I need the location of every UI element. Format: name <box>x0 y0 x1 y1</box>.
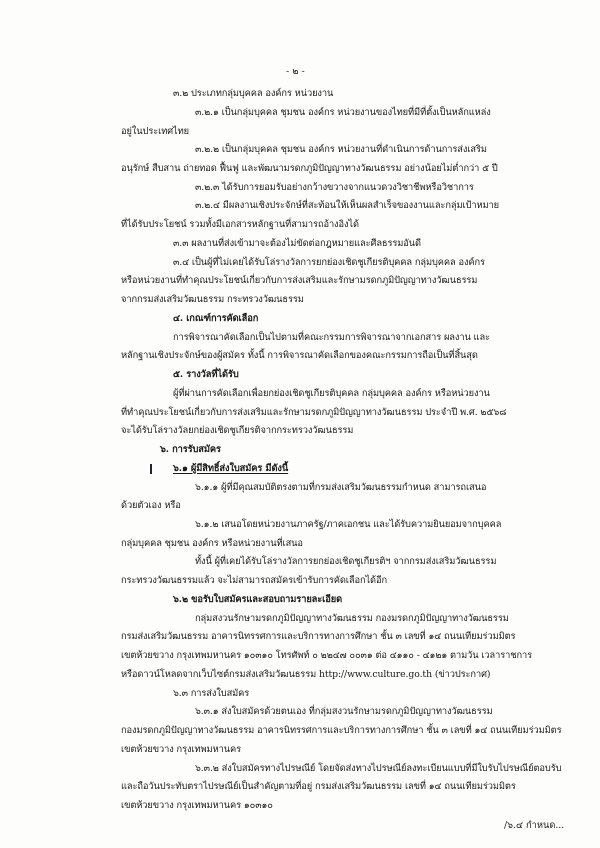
item-6-3-1-cont2: เขตห้วยขวาง กรุงเทพมหานคร <box>121 743 241 755</box>
item-3-2-3: ๓.๒.๓ ได้รับการยอมรับอย่างกว้างขวางจากแนวดวงวิชาชีพหรือวิชาการ <box>195 181 474 193</box>
section-4-heading: ๔. เกณฑ์การคัดเลือก <box>173 312 259 324</box>
section-3-2-heading: ๓.๒ ประเภทกลุ่มบุคคล องค์กร หน่วยงาน <box>173 88 334 99</box>
item-3-2-4: ๓.๒.๔ มีผลงานเชิงประจักษ์ที่สะท้อนให้เห็นผลสำเร็จของงานและกลุ่มเป้าหมาย <box>195 200 499 212</box>
item-6-3-2-cont2: เขตห้วยขวาง กรุงเทพมหานคร ๑๐๓๑๐ <box>121 800 273 811</box>
item-6-1-note-cont: กระทรวงวัฒนธรรมแล้ว จะไม่สามารถสมัครเข้ารับการคัดเลือกได้อีก <box>121 575 388 587</box>
item-6-3-1: ๖.๓.๑ ส่งใบสมัครด้วยตนเอง ที่กลุ่มสงวนรักษามรดกภูมิปัญญาทางวัฒนธรรม <box>195 706 493 718</box>
section-6-heading: ๖. การรับสมัคร <box>160 444 221 455</box>
item-3-2-1: ๓.๒.๑ เป็นกลุ่มบุคคล ชุมชน องค์กร หน่วยงานของไทยที่มีที่ตั้งเป็นหลักแหล่ง <box>195 106 491 118</box>
section-6-3-heading: ๖.๓ การส่งใบสมัคร <box>173 687 250 699</box>
item-6-3-1-cont1: กองมรดกภูมิปัญญาทางวัฒนธรรม อาคารนิทรรศการและบริการทางการศึกษา ชั้น ๓ เลขที่ ๑๔ ถนนเทียมร่วมมิตร <box>121 725 562 737</box>
section-6-2-para2: กรมส่งเสริมวัฒนธรรม อาคารนิทรรศการและบริการทางการศึกษา ชั้น ๓ เลขที่ ๑๔ ถนนเทียมร่วมมิตร <box>121 631 516 643</box>
section-6-1-heading: ๖.๑ ผู้มีสิทธิ์ส่งใบสมัคร มีดังนี้ <box>173 462 289 474</box>
section-6-2-heading: ๖.๒ ขอรับใบสมัครและสอบถามรายละเอียด <box>173 593 343 605</box>
section-5-heading: ๕. รางวัลที่ได้รับ <box>173 369 239 381</box>
item-3-4-cont2: จากกรมส่งเสริมวัฒนธรรม กระทรวงวัฒนธรรม <box>121 294 304 306</box>
section-6-2-para1: กลุ่มสงวนรักษามรดกภูมิปัญญาทางวัฒนธรรม กองมรดกภูมิปัญญาทางวัฒนธรรม <box>195 612 509 624</box>
item-6-3-2: ๖.๓.๒ ส่งใบสมัครทางไปรษณีย์ โดยจัดส่งทางไปรษณีย์ลงทะเบียนแบบที่มีใบรับไปรษณีย์ตอบรับ <box>195 762 562 774</box>
section-5-para2: ที่ทำคุณประโยชน์เกี่ยวกับการส่งเสริมและรักษามรดกภูมิปัญญาทางวัฒนธรรม ประจำปี พ.ศ. ๒๕๖๘ <box>121 406 507 418</box>
item-3-3: ๓.๓ ผลงานที่ส่งเข้ามาจะต้องไม่ขัดต่อกฎหมายและศีลธรรมอันดี <box>173 237 421 249</box>
section-4-para1: การพิจารณาคัดเลือกเป็นไปตามที่คณะกรรมการพิจารณาจากเอกสาร ผลงาน และ <box>173 331 490 343</box>
item-6-1-1: ๖.๑.๑ ผู้ที่มีคุณสมบัติตรงตามที่กรมส่งเสริมวัฒนธรรมกำหนด สามารถเสนอ <box>195 481 487 493</box>
section-6-2-para4: หรือดาวน์โหลดจากเว็บไซต์กรมส่งเสริมวัฒนธรรม http://www.culture.go.th (ข่าวประกาศ) <box>121 668 491 680</box>
continuation-footer: /๖.๔ กำหนด... <box>504 820 565 831</box>
section-4-para2: หลักฐานเชิงประจักษ์ของผู้สมัคร ทั้งนี้ การพิจารณาคัดเลือกของคณะกรรมการถือเป็นที่สิ้นสุด <box>121 350 478 362</box>
section-5-para3: จะได้รับโล่รางวัลยกย่องเชิดชูเกียรติจากกระทรวงวัฒนธรรม <box>121 425 354 437</box>
margin-mark <box>150 464 152 474</box>
item-3-2-2-cont: อนุรักษ์ สืบสาน ถ่ายทอด ฟื้นฟู และพัฒนามรดกภูมิปัญญาทางวัฒนธรรม อย่างน้อยไม่ต่ำกว่า ๕ ปี <box>121 162 498 174</box>
item-6-3-2-cont1: และถือวันประทับตราไปรษณีย์เป็นสำคัญตามที่อยู่ กรมส่งเสริมวัฒนธรรม เลขที่ ๑๔ ถนนเทียมร่วมมิตร <box>121 781 516 793</box>
item-3-2-2: ๓.๒.๒ เป็นกลุ่มบุคคล ชุมชน องค์กร หน่วยงานที่ดำเนินการด้านการส่งเสริม <box>195 144 487 156</box>
page-number: - ๒ - <box>286 66 305 77</box>
item-6-1-2: ๖.๑.๒ เสนอโดยหน่วยงานภาครัฐ/ภาคเอกชน และได้รับความยินยอมจากบุคคล <box>195 518 502 530</box>
item-6-1-note: ทั้งนี้ ผู้ที่เคยได้รับโล่รางวัลการยกย่องเชิดชูเกียรติฯ จากกรมส่งเสริมวัฒนธรรม <box>195 556 497 568</box>
item-6-1-2-cont: กลุ่มบุคคล ชุมชน องค์กร หรือหน่วยงานที่เสนอ <box>121 537 303 549</box>
section-6-2-para3: เขตห้วยขวาง กรุงเทพมหานคร ๑๐๓๑๐ โทรศัพท์ ๐ ๒๒๔๗ ๐๐๓๑ ต่อ ๔๑๑๐ - ๔๑๒๑ ตามวัน เวลาราชการ <box>121 650 533 662</box>
item-3-4: ๓.๔ เป็นผู้ที่ไม่เคยได้รับโล่รางวัลการยกย่องเชิดชูเกียรติบุคคล กลุ่มบุคคล องค์กร <box>173 256 485 268</box>
item-6-1-1-cont: ด้วยตัวเอง หรือ <box>121 500 181 512</box>
section-5-para1: ผู้ที่ผ่านการคัดเลือกเพื่อยกย่องเชิดชูเกียรติบุคคล กลุ่มบุคคล องค์กร หรือหน่วยงาน <box>173 387 490 399</box>
item-3-4-cont1: หรือหน่วยงานที่ทำคุณประโยชน์เกี่ยวกับการส่งเสริมและรักษามรดกภูมิปัญญาทางวัฒนธรรม <box>121 275 478 287</box>
item-3-2-4-cont: ที่ได้รับประโยชน์ รวมทั้งมีเอกสารหลักฐานที่สามารถอ้างอิงได้ <box>121 219 359 231</box>
item-3-2-1-cont: อยู่ในประเทศไทย <box>121 125 189 137</box>
